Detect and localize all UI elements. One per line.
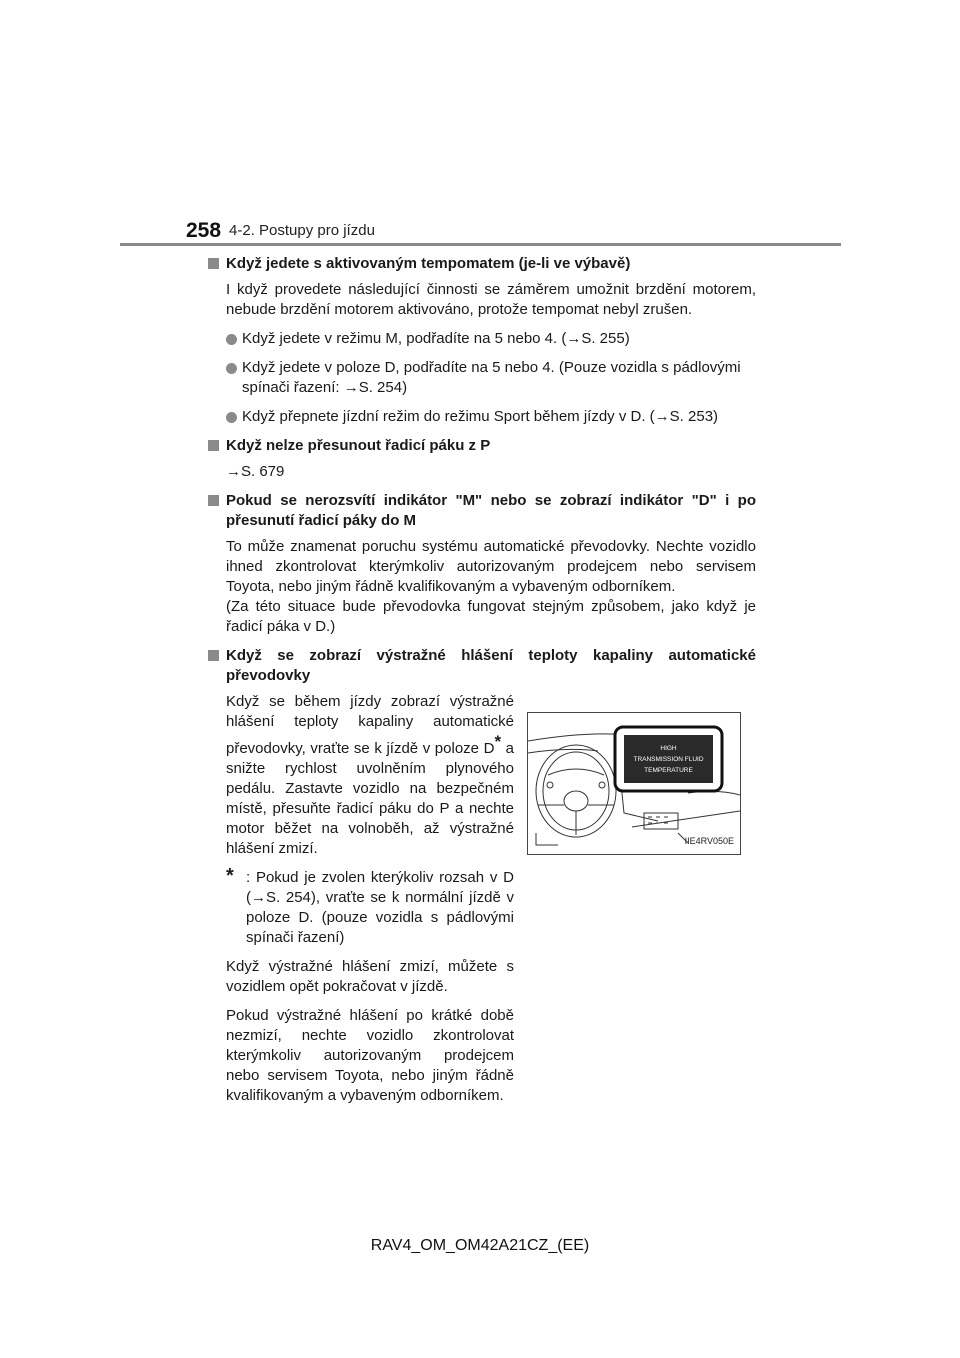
page-reference: →S. 679 [226,463,285,480]
header-divider [120,243,841,246]
display-text-line: TRANSMISSION FLUID [633,756,704,763]
section-heading: Když se zobrazí výstražné hlášení teploty kapaliny automatické převodovky [208,646,756,686]
page-header [0,0,960,250]
list-item: Když jedete v režimu M, podřadíte na 5 nebo 4. (→S. 255) [208,329,756,349]
paragraph: Pokud výstražné hlášení po krátké době nezmizí, nechte vozidlo zkontrolovat kterýmkoliv autorizovaným prodejcem nebo servisem Toyota, nebo jiným řádně kvalifikovaným a vybaveným odborníkem. [226,1007,514,1104]
paragraph: I když provedete následující činnosti se záměrem umožnit brzdění motorem, nebude brzdění motorem aktivováno, protože tempomat nebyl zrušen. [226,281,756,318]
circle-bullet-icon [226,363,237,374]
square-bullet-icon [208,258,219,269]
section-heading: Když nelze přesunout řadicí páku z P [208,436,756,456]
paragraph: To může znamenat poruchu systému automatické převodovky. Nechte vozidlo ihned zkontrolovat kterýmkoliv autorizovaným prodejcem nebo servisem Toyota, nebo jiným řádně kvalifikovaným a vybaveným odborníkem. [226,538,756,595]
page-content [208,254,756,1115]
two-column-block [208,692,756,1106]
display-text-line: TEMPERATURE [644,767,693,774]
figure-code: IIE4RV050E [684,836,734,846]
square-bullet-icon [208,440,219,451]
text-column [208,692,514,1106]
paragraph: (Za této situace bude převodovka fungovat stejným způsobem, jako když je řadicí páka v D.) [226,598,756,635]
dashboard-illustration [527,712,741,855]
list-item: Když jedete v poloze D, podřadíte na 5 nebo 4. (Pouze vozidla s pádlovými spínači řazení: →S. 254) [208,358,756,398]
footnote: * : Pokud je zvolen kterýkoliv rozsah v D (→S. 254), vraťte se k normální jízdě v poloze D. (pouze vozidla s pádlovými spínači řazení) [226,865,514,946]
section-heading: Pokud se nerozsvítí indikátor "M" nebo se zobrazí indikátor "D" i po přesunutí řadicí páky do M [208,491,756,531]
display-text-line: HIGH [660,745,677,752]
square-bullet-icon [208,650,219,661]
circle-bullet-icon [226,334,237,345]
circle-bullet-icon [226,412,237,423]
paragraph: Když se během jízdy zobrazí výstražné hlášení teploty kapaliny automatické převodovky, vraťte se k jízdě v poloze D* a snižte rychlost uvolněním plynového pedálu. Zastavte vozidlo na bezpečném místě, přesuňte řadicí páku do P a nechte motor běžet na volnoběh, až výstražné hlášení zmizí. [226,693,514,857]
section-heading: Když jedete s aktivovaným tempomatem (je-li ve výbavě) [208,254,756,274]
page-number: 258 [186,219,222,242]
paragraph: Když výstražné hlášení zmizí, můžete s vozidlem opět pokračovat v jízdě. [226,958,514,995]
section-title: 4-2. Postupy pro jízdu [229,222,375,239]
square-bullet-icon [208,495,219,506]
list-item: Když přepnete jízdní režim do režimu Sport během jízdy v D. (→S. 253) [208,407,756,427]
document-code: RAV4_OM_OM42A21CZ_(EE) [370,1237,590,1254]
